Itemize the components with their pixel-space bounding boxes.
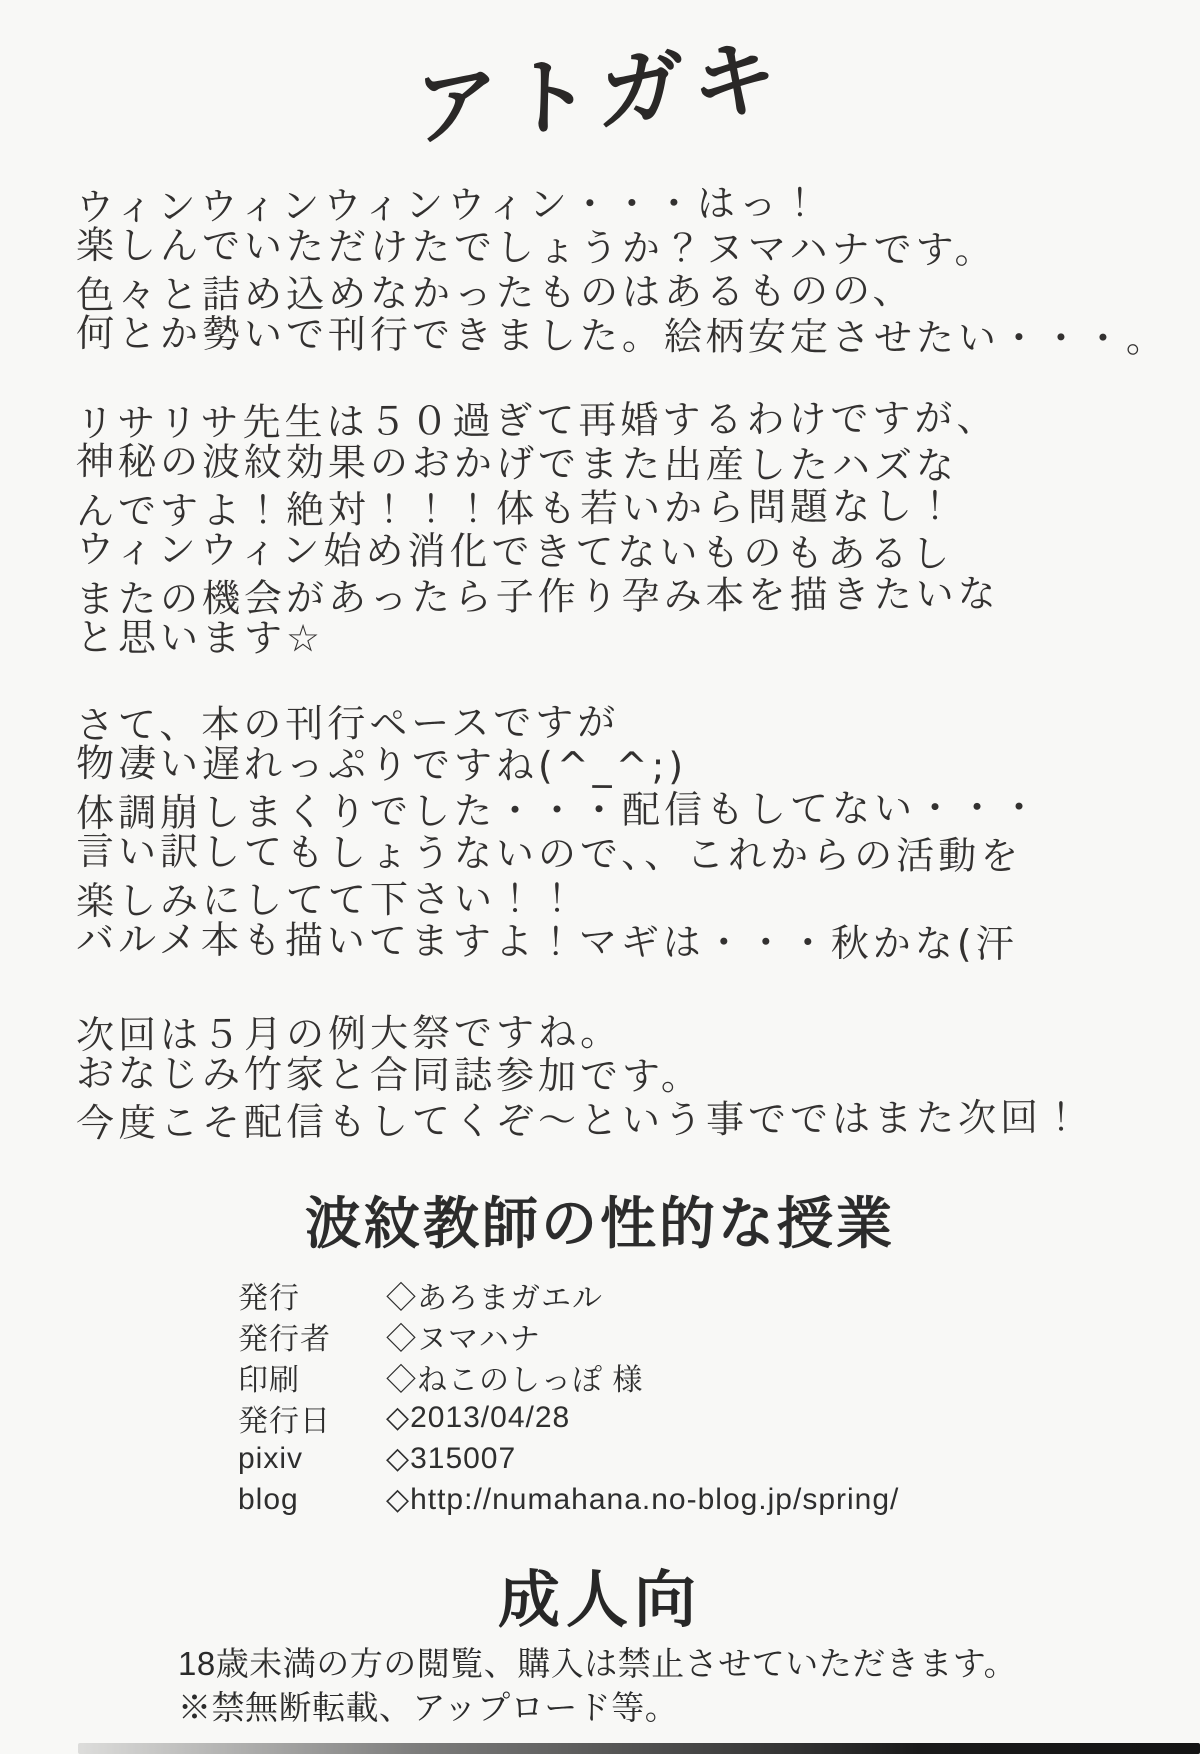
afterword-line: 今度こそ配信もしてくぞ～という事でではまた次回！ [75, 1095, 1085, 1146]
colophon-label: 発行者 [238, 1322, 331, 1356]
afterword-line: おなじみ竹家と合同誌参加です。 [75, 1051, 704, 1099]
colophon-row-author [238, 1315, 899, 1356]
afterword-line: 何とか勢いで刊行できました。絵柄安定させたい・・・。 [75, 311, 1169, 361]
afterword-line: さて、本の刊行ペースですが [75, 699, 620, 748]
afterword-line: 次回は５月の例大祭ですね。 [75, 1009, 623, 1058]
afterword-line: 色々と詰め込めなかったものはあるものの、 [75, 268, 915, 318]
afterword-paragraph-4 [75, 1009, 1156, 1146]
afterword-line: 言い訳してもしょうないので、、これからの活動を [75, 829, 1023, 879]
colophon-row-printer [238, 1356, 899, 1397]
warning-block [178, 1642, 1017, 1730]
afterword-line: んですよ！絶対！！！体も若いから問題なし！ [75, 483, 959, 534]
afterword-line: またの機会があったら子作り孕み本を描きたいな [75, 571, 1000, 622]
afterword-line: 体調崩しまくりでした・・・配信もしてない・・・ [75, 785, 1043, 836]
afterword-line: 神秘の波紋効果のおかげでまた出産したハズな [75, 439, 959, 488]
colophon-value: ◇ねこのしっぽ 様 [386, 1363, 644, 1397]
colophon-label: 発行 [238, 1281, 300, 1315]
colophon-label: blog [238, 1482, 299, 1516]
adult-rating-label: 成人向 [497, 1566, 702, 1635]
afterword-line: ウィンウィン始め消化できてないものもあるし [75, 527, 954, 576]
colophon-value: ◇ヌマハナ [386, 1322, 541, 1356]
afterword-line: バルメ本も描いてますよ！マギは・・・秋かな(汗 [75, 917, 1018, 967]
colophon-row-publisher [238, 1274, 899, 1315]
warning-line: 18歳未満の方の閲覧、購入は禁止させていただきます。 [178, 1645, 1018, 1682]
afterword-line: 楽しんでいただけたでしょうか？ヌマハナです。 [75, 223, 997, 272]
colophon-value: ◇2013/04/28 [386, 1401, 571, 1434]
colophon-value: ◇あろまガエル [386, 1281, 603, 1315]
scan-edge-artifact [78, 1743, 1200, 1754]
afterword-paragraph-1 [75, 180, 1169, 361]
afterword-line: と思います☆ [75, 615, 325, 661]
book-title: 波紋教師の性的な授業 [305, 1192, 895, 1255]
warning-line: ※禁無断転載、アップロード等。 [178, 1689, 679, 1726]
colophon-value: ◇http://numahana.no-blog.jp/spring/ [386, 1483, 900, 1516]
colophon-row-date [238, 1397, 899, 1438]
page-title: アトガキ [412, 27, 787, 159]
afterword-line: 楽しみにしてて下さい！！ [75, 876, 581, 924]
colophon-label: pixiv [238, 1441, 304, 1475]
afterword-paragraph-3 [75, 699, 1156, 967]
colophon [238, 1274, 899, 1520]
afterword-paragraph-2 [75, 395, 1156, 662]
colophon-row-pixiv [238, 1438, 899, 1479]
colophon-row-blog [238, 1479, 899, 1520]
afterword-line: 物凄い遅れっぷりですね(^_^;) [75, 741, 688, 789]
colophon-label: 発行日 [238, 1404, 331, 1438]
colophon-label: 印刷 [238, 1363, 300, 1397]
afterword-line: リサリサ先生は５０過ぎて再婚するわけですが、 [75, 395, 999, 446]
afterword-line: ウィンウィンウィンウィン・・・はっ！ [75, 180, 824, 230]
colophon-value: ◇315007 [386, 1442, 517, 1475]
